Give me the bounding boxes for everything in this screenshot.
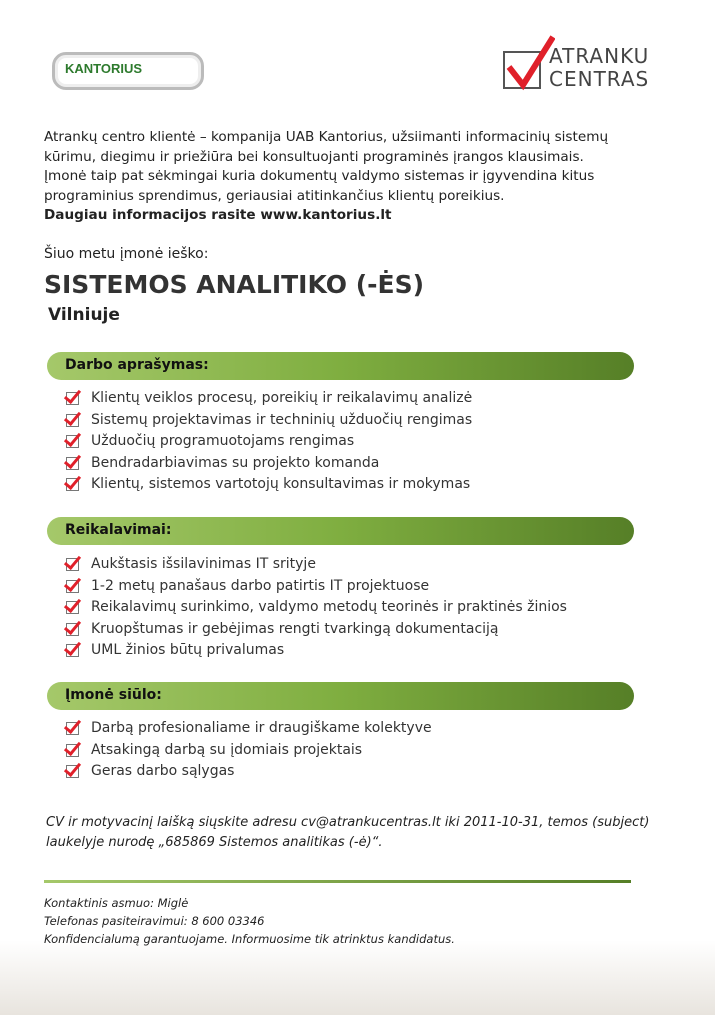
section-heading-requirements: Reikalavimai:: [47, 517, 634, 545]
list-item: Kruopštumas ir gebėjimas rengti tvarkingą dokumentaciją: [66, 619, 567, 641]
job-title: SISTEMOS ANALITIKO (-ĖS): [44, 270, 425, 299]
check-icon: [66, 580, 79, 593]
check-icon: [66, 765, 79, 778]
list-item: Užduočių programuotojams rengimas: [66, 431, 472, 453]
website-line: Daugiau informacijos rasite www.kantorius.lt: [44, 207, 392, 224]
check-icon: [66, 744, 79, 757]
list-item: Geras darbo sąlygas: [66, 761, 432, 783]
check-mark-icon: [505, 35, 555, 95]
list-item: Bendradarbiavimas su projekto komanda: [66, 453, 472, 475]
section-heading-description: Darbo aprašymas:: [47, 352, 634, 380]
list-item: Aukštasis išsilavinimas IT srityje: [66, 554, 567, 576]
seeking-label: Šiuo metu įmonė ieško:: [44, 246, 209, 262]
kantorius-logo: KANTORIUS: [52, 52, 204, 90]
offer-list: [66, 718, 432, 783]
description-list: [66, 388, 472, 496]
intro-text: Atrankų centro klientė – kompanija UAB Kantorius, užsiimanti informacinių sistemų kūrimu, diegimu ir priežiūra bei konsultuojanti programinės įrangos klausimais. Įmonė taip pat sėkmingai kuria dokumentų valdymo sistemas ir įgyvendina kitus programinius sprendimus, geriausiai atitinkančius klientų poreikius. Daugiau informacijos rasite www.kantorius.lt: [44, 128, 684, 226]
check-icon: [66, 623, 79, 636]
contact-footer: Kontaktinis asmuo: Miglė Telefonas pasiteiravimui: 8 600 03346 Konfidencialumą garantuojame. Informuosime tik atrinktus kandidatus.: [44, 896, 455, 946]
list-item: Atsakingą darbą su įdomiais projektais: [66, 740, 432, 762]
check-icon: [66, 558, 79, 571]
atranku-centras-logo: ATRANKU CENTRAS: [503, 35, 663, 95]
application-instructions: CV ir motyvacinį laišką siųskite adresu cv@atrankucentras.lt iki 2011-10-31, temos (subject) laukelyje nurodę „685869 Sistemos analitikas (-ė)“.: [46, 815, 650, 850]
requirements-list: [66, 554, 567, 662]
list-item: UML žinios būtų privalumas: [66, 640, 567, 662]
list-item: Reikalavimų surinkimo, valdymo metodų teorinės ir praktinės žinios: [66, 597, 567, 619]
check-icon: [66, 414, 79, 427]
check-icon: [66, 478, 79, 491]
list-item: Klientų veiklos procesų, poreikių ir reikalavimų analizė: [66, 388, 472, 410]
check-icon: [66, 457, 79, 470]
list-item: Sistemų projektavimas ir techninių užduočių rengimas: [66, 410, 472, 432]
divider: [44, 880, 631, 883]
check-icon: [66, 435, 79, 448]
section-heading-offer: Įmonė siūlo:: [47, 682, 634, 710]
check-icon: [66, 601, 79, 614]
check-icon: [66, 722, 79, 735]
list-item: 1-2 metų panašaus darbo patirtis IT projektuose: [66, 576, 567, 598]
check-icon: [66, 644, 79, 657]
check-icon: [66, 392, 79, 405]
list-item: Darbą profesionaliame ir draugiškame kolektyve: [66, 718, 432, 740]
list-item: Klientų, sistemos vartotojų konsultavimas ir mokymas: [66, 474, 472, 496]
job-city: Vilniuje: [48, 305, 120, 325]
